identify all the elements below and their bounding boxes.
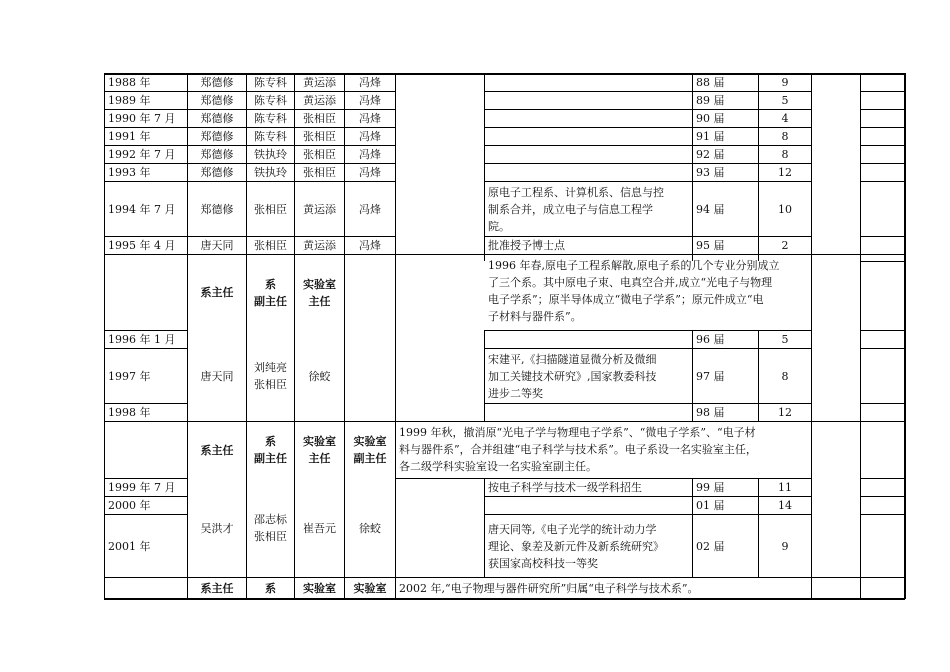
s2-year-2: 1997 年: [108, 369, 151, 383]
s2-deputy: 刘纯亮 张相臣: [254, 361, 287, 391]
row-8-year: 1995 年 4 月: [108, 239, 176, 252]
s3-note-3: 唐天同等,《电子光学的统计动力学 理论、象差及新元件及新系统研究》 获国家高校科技一等奖: [488, 522, 664, 570]
header3-note: 2002 年,“电子物理与器件研究所”归属“电子科学与技术系”。: [399, 581, 699, 595]
s3-year-3: 2001 年: [108, 539, 151, 553]
row-7-director: 郑德修: [200, 202, 234, 216]
s2-grade-3: 98 届: [696, 406, 725, 419]
s3-grade-2: 01 届: [696, 499, 725, 512]
s2-grade-2: 97 届: [696, 369, 725, 383]
row-8-grade: 95 届: [696, 239, 725, 252]
s3-lab2: 徐蛟: [359, 521, 381, 535]
header2-lab: 实验室 主任: [303, 435, 336, 465]
s2-grade-1: 96 届: [696, 333, 725, 346]
row-4-grade: 91 届: [696, 130, 725, 143]
row-8-note: 批准授予博士点: [488, 239, 565, 252]
header1-note: 1996 年春,原电子工程系解散,原电子系的几个专业分别成立 了三个系。其中原电子束、电真空合并,成立“光电子与物理 电子学系”；原半导体成立“微电子学系”；原元件成立“电 子材料与器件系”。: [488, 259, 780, 323]
row-5-year: 1992 年 7 月: [108, 148, 176, 161]
row-8-director: 唐天同: [200, 239, 234, 252]
header1-lab: 实验室 主任: [303, 277, 336, 308]
row-6-grade: 93 届: [696, 166, 725, 179]
row-3-year: 1990 年 7 月: [108, 112, 176, 125]
row-1-deputy: 陈专科: [254, 76, 287, 89]
row-7-lab2: 冯烽: [359, 202, 381, 216]
row-7-deputy: 张相臣: [254, 202, 287, 216]
row-6-deputy: 铁执玲: [254, 166, 287, 179]
row-5-note: [488, 146, 690, 163]
row-3-note: [488, 110, 690, 127]
header1-director: 系主任: [200, 286, 234, 299]
s2-year-1: 1996 年 1 月: [108, 333, 176, 346]
s2-lab: 徐蛟: [308, 369, 331, 383]
row-6-count: 12: [778, 166, 792, 179]
row-3-count: 4: [781, 112, 789, 125]
row-4-deputy: 陈专科: [254, 130, 287, 143]
row-2-count: 5: [781, 94, 789, 107]
s3-grade-1: 99 届: [696, 481, 725, 494]
row-2-year: 1989 年: [108, 94, 151, 107]
s3-count-1: 11: [778, 481, 792, 494]
row-4-year: 1991 年: [108, 130, 151, 143]
header3-lab: 实验室: [303, 581, 336, 595]
s3-director: 吴洪才: [200, 521, 234, 535]
row-4-director: 郑德修: [200, 130, 234, 143]
header3-deputy: 系: [265, 581, 276, 595]
row-1-lab2: 冯烽: [359, 76, 381, 89]
row-7-count: 10: [778, 202, 792, 216]
row-7-grade: 94 届: [696, 202, 725, 216]
row-6-year: 1993 年: [108, 166, 151, 179]
row-3-director: 郑德修: [200, 112, 234, 125]
row-4-note: [488, 128, 690, 145]
row-6-lab2: 冯烽: [359, 166, 381, 179]
row-2-deputy: 陈专科: [254, 94, 287, 107]
row-2-lab2: 冯烽: [359, 94, 381, 107]
s3-note-1: 按电子科学与技术一级学科招生: [488, 481, 642, 494]
row-1-year: 1988 年: [108, 76, 151, 89]
row-1-note: [488, 74, 690, 91]
row-7-note: 原电子工程系、计算机系、信息与控 制系合并，成立电子与信息工程学 院。: [488, 185, 664, 233]
row-8-count: 2: [781, 239, 789, 252]
row-3-deputy: 陈专科: [254, 112, 287, 125]
s2-year-3: 1998 年: [108, 406, 151, 419]
row-3-lab2: 冯烽: [359, 112, 381, 125]
row-3-grade: 90 届: [696, 112, 725, 125]
row-1-grade: 88 届: [696, 76, 725, 89]
row-1-director: 郑德修: [200, 76, 234, 89]
row-6-lab: 张相臣: [303, 166, 336, 179]
row-5-grade: 92 届: [696, 148, 725, 161]
s3-year-2: 2000 年: [108, 499, 151, 512]
s2-count-2: 8: [781, 369, 789, 383]
header2-lab2: 实验室 副主任: [353, 435, 387, 465]
s3-count-3: 9: [781, 539, 789, 553]
s2-count-3: 12: [778, 406, 792, 419]
row-2-grade: 89 届: [696, 94, 725, 107]
row-3-lab: 张相臣: [303, 112, 336, 125]
row-5-lab2: 冯烽: [359, 148, 381, 161]
row-5-lab: 张相臣: [303, 148, 336, 161]
header2-director: 系主任: [200, 443, 234, 457]
row-7-year: 1994 年 7 月: [108, 202, 176, 216]
row-8-lab2: 冯烽: [359, 239, 381, 252]
row-8-lab: 黄运添: [303, 239, 336, 252]
row-6-director: 郑德修: [200, 166, 234, 179]
s2-note-2: 宋建平,《扫描隧道显微分析及微细 加工关键技术研究》,国家教委科技 进步二等奖: [488, 352, 657, 400]
s3-count-2: 14: [778, 499, 792, 512]
s3-lab: 崔吾元: [303, 521, 336, 535]
row-4-lab2: 冯烽: [359, 130, 381, 143]
s3-deputy: 邵志标 张相臣: [254, 513, 287, 543]
row-5-count: 8: [781, 148, 789, 161]
row-8-deputy: 张相臣: [254, 239, 287, 252]
row-1-count: 9: [781, 76, 789, 89]
s2-count-1: 5: [781, 333, 789, 346]
row-4-count: 8: [781, 130, 789, 143]
row-2-lab: 黄运添: [303, 94, 336, 107]
row-1-lab: 黄运添: [303, 76, 336, 89]
header2-deputy: 系 副主任: [254, 435, 287, 465]
row-6-note: [488, 164, 690, 181]
row-4-lab: 张相臣: [303, 130, 336, 143]
row-5-deputy: 铁执玲: [254, 148, 287, 161]
s3-year-1: 1999 年 7 月: [108, 481, 176, 494]
row-2-note: [488, 92, 690, 109]
header1-deputy: 系 副主任: [254, 277, 287, 308]
row-5-director: 郑德修: [200, 148, 234, 161]
header3-director: 系主任: [200, 581, 234, 595]
s3-grade-3: 02 届: [696, 539, 725, 553]
s2-director: 唐天同: [200, 369, 234, 383]
header2-note: 1999 年秋，撤消原“光电子学与物理电子学系”、“微电子学系”、“电子材 料与器件系”，合并组建“电子科学与技术系”。电子系设一名实验室主任， 各二级学科实验室设一名实验室副主任。: [399, 426, 757, 473]
row-7-lab: 黄运添: [303, 202, 336, 216]
header3-lab2: 实验室: [353, 581, 387, 595]
row-2-director: 郑德修: [200, 94, 234, 107]
